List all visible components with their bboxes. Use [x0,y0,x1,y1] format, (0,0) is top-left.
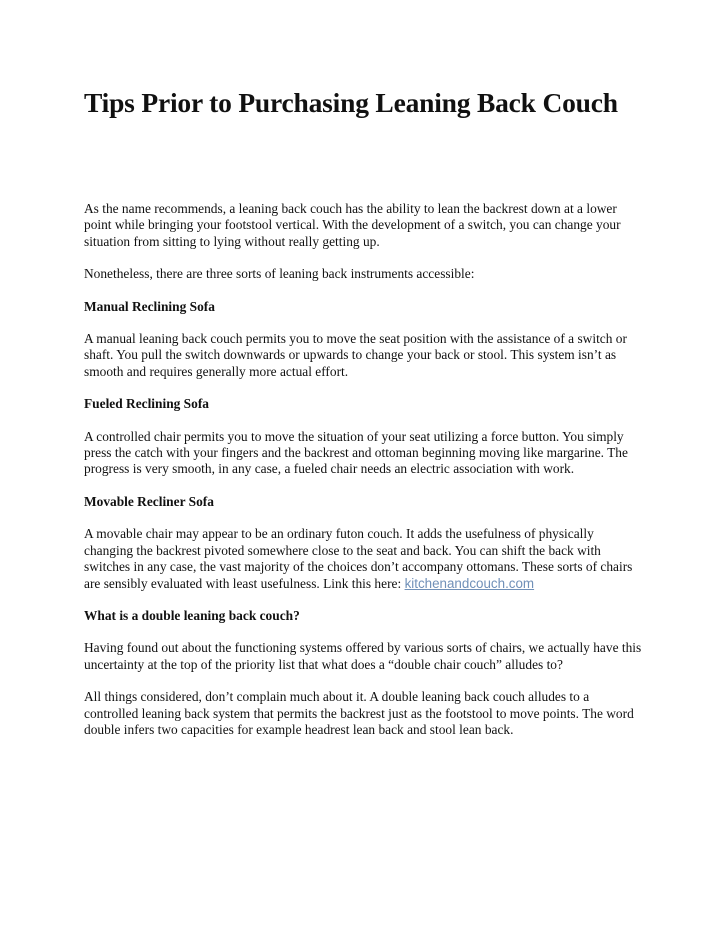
double-couch-paragraph-2: All things considered, don’t complain much about it. A double leaning back couch alludes to a controlled leaning back system that permits the backrest just as the footstool to move points. The word double infers two capacities for example headrest lean back and stool lean back. [84,689,634,737]
page-title: Tips Prior to Purchasing Leaning Back Couch [84,87,618,118]
double-couch-heading: What is a double leaning back couch? [84,607,300,623]
document-content [84,86,644,738]
fueled-sofa-heading: Fueled Reclining Sofa [84,396,209,412]
types-intro-paragraph: Nonetheless, there are three sorts of leaning back instruments accessible: [84,266,475,282]
intro-paragraph: As the name recommends, a leaning back couch has the ability to lean the backrest down at a lower point while bringing your footstool vertical. With the development of a switch, you can change your situation from sitting to lying without really getting up. [84,201,621,249]
double-couch-paragraph-1: Having found out about the functioning systems offered by various sorts of chairs, we actually have this uncertainty at the top of the priority list that what does a “double chair couch” alludes to? [84,640,642,672]
kitchenandcouch-link[interactable]: kitchenandcouch.com [404,575,535,591]
manual-sofa-paragraph: A manual leaning back couch permits you to move the seat position with the assistance of a switch or shaft. You pull the switch downwards or upwards to change your back or stool. This system isn’t as smooth and requires generally more actual effort. [84,331,627,379]
fueled-sofa-paragraph: A controlled chair permits you to move the situation of your seat utilizing a force button. You simply press the catch with your fingers and the backrest and ottoman beginning moving like margarine. The progress is very smooth, in any case, a fueled chair needs an electric association with work. [84,428,628,477]
movable-sofa-heading: Movable Recliner Sofa [84,493,214,509]
movable-sofa-text: A movable chair may appear to be an ordinary futon couch. It adds the usefulness of physically changing the backrest pivoted somewhere close to the seat and back. You can shift the back with switches in any case, the vast majority of the choices don’t accompany ottomans. These sorts of chairs are sensibly evaluated with least usefulness. Link this here: [84,526,633,591]
movable-sofa-paragraph [84,526,644,592]
manual-sofa-heading: Manual Reclining Sofa [84,298,215,314]
